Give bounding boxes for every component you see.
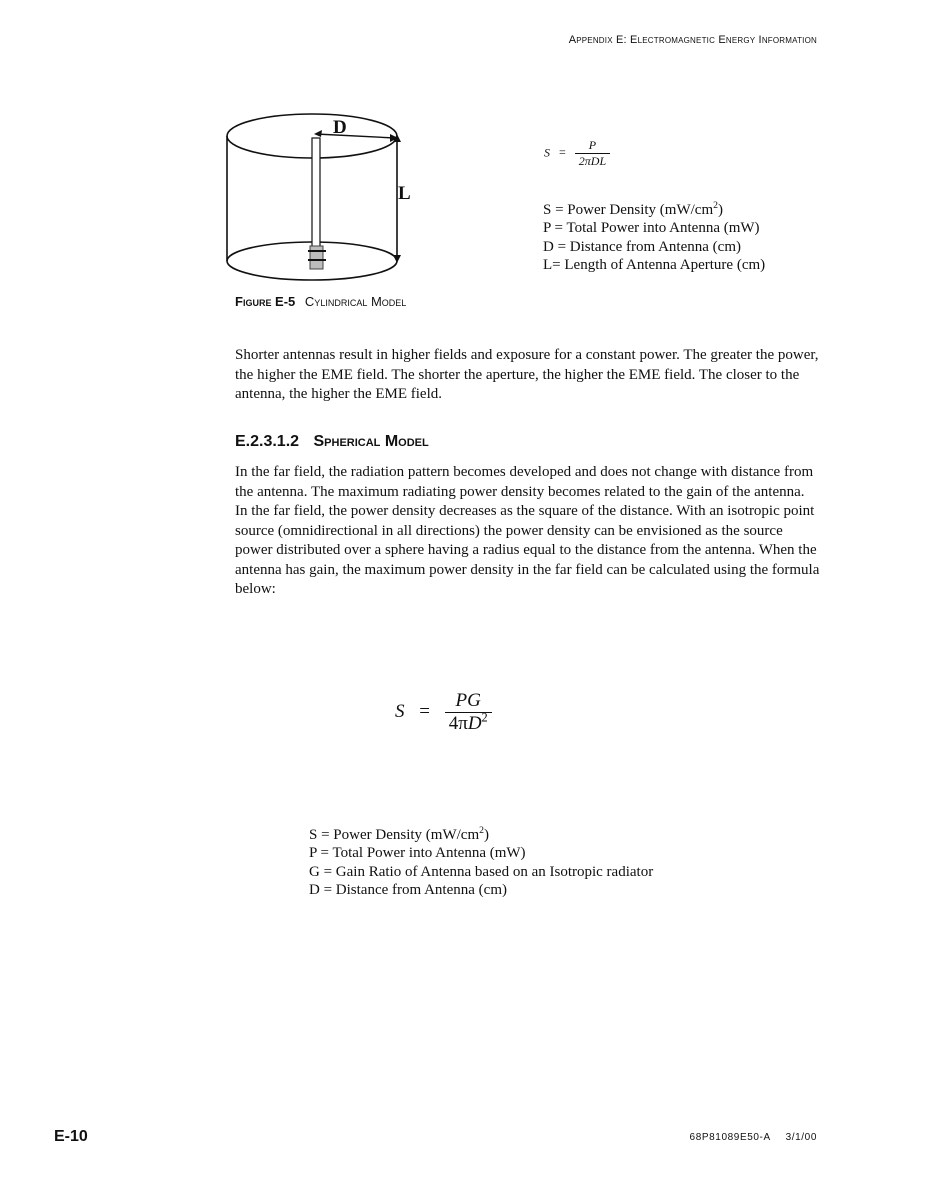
formula-lhs: S <box>395 700 405 722</box>
radius-d-arrow-left-head <box>314 130 322 137</box>
running-header <box>569 34 817 46</box>
diagram-label-d: D <box>333 117 347 138</box>
section-heading <box>235 433 429 451</box>
formula-numerator: PG <box>445 690 492 713</box>
formula-fraction <box>445 690 492 735</box>
legend-line: D = Distance from Antenna (cm) <box>543 238 741 255</box>
legend-line: L= Length of Antenna Aperture (cm) <box>543 256 766 273</box>
formula-equals: = <box>419 700 430 722</box>
legend-line: P = Total Power into Antenna (mW) <box>543 220 760 237</box>
formula-lhs: S <box>544 145 550 160</box>
cylindrical-formula <box>544 138 610 169</box>
header-text: Appendix E: Electromagnetic Energy Information <box>568 34 817 46</box>
spherical-legend <box>309 826 653 899</box>
formula-fraction <box>575 138 610 169</box>
antenna-rod <box>312 138 320 248</box>
cylindrical-model-diagram <box>222 112 412 282</box>
spherical-formula <box>395 690 492 735</box>
figure-caption <box>235 294 406 309</box>
legend-line: S = Power Density $(mW/cm^2)$ <box>309 825 489 843</box>
antenna-base <box>310 246 323 269</box>
legend-line: D = Distance from Antenna (cm) <box>309 881 507 898</box>
formula-numerator: P <box>575 138 610 154</box>
section-title: Spherical Model <box>313 433 429 450</box>
formula-denominator: $4\pi D^2$ <box>448 710 488 734</box>
cylindrical-legend <box>543 201 765 274</box>
document-id: 68P81089E50-A <box>689 1132 771 1143</box>
document-date: 3/1/00 <box>785 1132 817 1143</box>
legend-line: P = Total Power into Antenna (mW) <box>309 845 526 862</box>
radius-d-arrow <box>316 134 395 138</box>
legend-line: S = Power Density $(mW/cm^2)$ <box>543 200 723 218</box>
formula-equals: = <box>559 145 566 160</box>
figure-caption-title: Cylindrical Model <box>304 294 407 309</box>
paragraph-spherical-model: In the far field, the radiation pattern becomes developed and does not change with distance from the antenna. The maximum radiating power density becomes related to the gain of the antenna. In the far field, the power density decreases as the square of the distance. With an isotropic point source (omnidirectional in all directions) the power density can be envisioned as the source power distributed over a sphere having a radius equal to the distance from the antenna. When the antenna has gain, the maximum power density in the far field can be calculated using the formula below: <box>235 464 820 597</box>
length-l-arrow-bottom-head <box>393 255 401 263</box>
legend-line: G = Gain Ratio of Antenna based on an Isotropic radiator <box>309 863 654 880</box>
section-number: E.2.3.1.2 <box>235 433 300 450</box>
figure-caption-label: Figure E-5 <box>235 294 296 309</box>
diagram-label-l: L <box>398 183 411 204</box>
page-number: E-10 <box>54 1128 88 1145</box>
paragraph-antenna-length: Shorter antennas result in higher fields and exposure for a constant power. The greater the power, the higher the EME field. The shorter the aperture, the higher the EME field. The closer to the antenna, the higher the EME field. <box>235 347 819 402</box>
footer-doc-info <box>690 1132 817 1143</box>
formula-denominator: 2πDL <box>578 154 607 168</box>
